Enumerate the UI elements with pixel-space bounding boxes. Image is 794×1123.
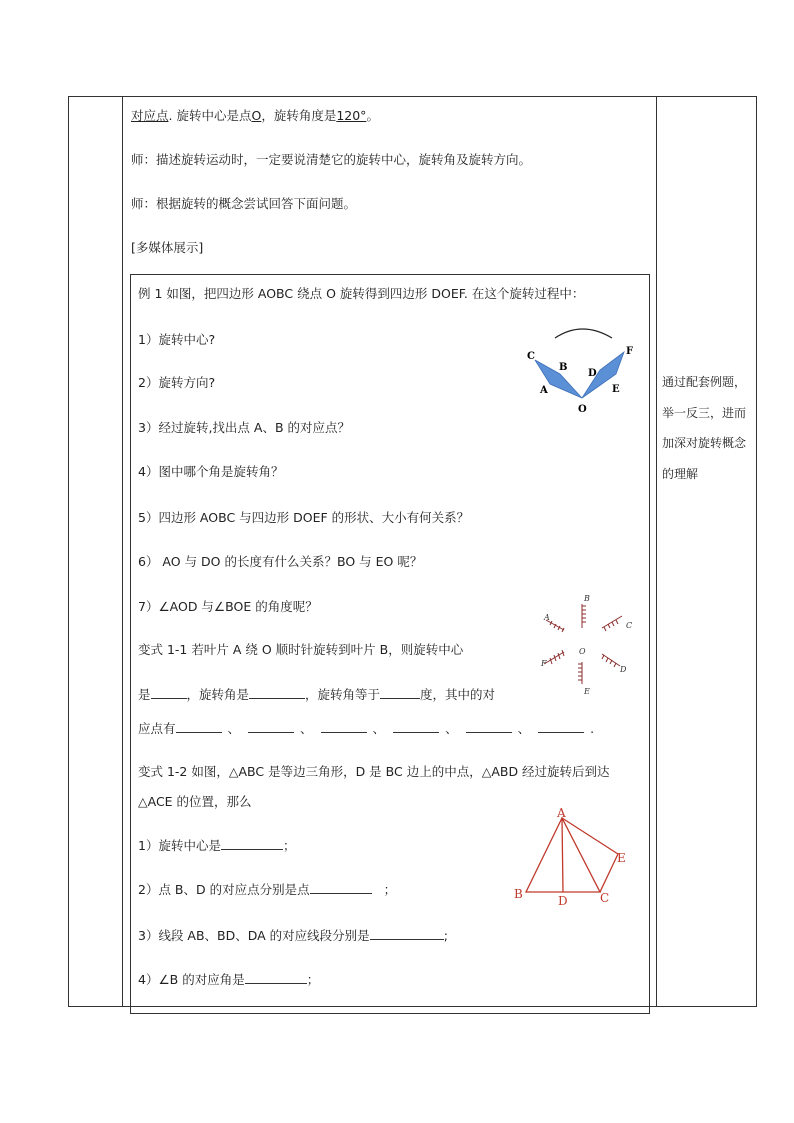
blade-label-f: F xyxy=(541,659,547,668)
blade-label-c: C xyxy=(626,621,633,630)
q2-end: ； xyxy=(383,882,397,897)
variant-2-q2 xyxy=(138,880,396,898)
blank-q2 xyxy=(310,881,372,894)
blade-figure xyxy=(538,592,638,696)
blade-label-d: D xyxy=(620,665,627,674)
segment-ae xyxy=(562,818,618,854)
rotation-quadrilateral-figure xyxy=(520,322,640,422)
column-divider-left xyxy=(122,97,123,1006)
question-3: 3）经过旋转,找出点 A、B 的对应点？ xyxy=(138,420,351,435)
sep-4: 、 xyxy=(445,721,458,736)
blade-label-b: B xyxy=(584,594,590,603)
label-d: D xyxy=(588,368,597,379)
blank-degree xyxy=(380,686,420,699)
blank-q1 xyxy=(221,837,283,850)
blank-q4 xyxy=(245,971,307,984)
tri-label-d: D xyxy=(558,894,568,908)
text-degree: 度，其中的对 xyxy=(420,687,496,702)
answer-line xyxy=(131,106,379,124)
text-equals: ，旋转角等于 xyxy=(305,687,381,702)
blank-angle xyxy=(249,686,305,699)
label-b: B xyxy=(559,362,568,373)
q1-text: 1）旋转中心是 xyxy=(138,838,221,853)
note-line-4: 的理解 xyxy=(662,467,699,481)
tri-label-b: B xyxy=(514,887,523,901)
label-c: C xyxy=(527,351,535,362)
q4-text: 4）∠B 的对应角是 xyxy=(138,972,245,987)
angle-answer: 120° xyxy=(336,108,367,123)
question-1: 1）旋转中心? xyxy=(138,332,216,347)
q2-text: 2）点 B、D 的对应点分别是点 xyxy=(138,882,310,897)
tri-label-c: C xyxy=(600,891,610,905)
blades xyxy=(544,604,622,684)
center-text: . 旋转中心是点 xyxy=(168,108,252,123)
blade-label-e: E xyxy=(584,687,590,696)
tri-label-e: E xyxy=(617,851,626,865)
blank-pair-6 xyxy=(538,720,584,733)
variant-2-q1 xyxy=(138,836,295,854)
tri-label-a: A xyxy=(557,808,566,820)
note-line-3: 加深对旋转概念 xyxy=(662,436,747,450)
blank-pair-2 xyxy=(248,720,294,733)
sep-3: 、 xyxy=(372,721,386,736)
note-line-2: 举一反三，进而 xyxy=(662,406,747,420)
text-points: 应点有 xyxy=(138,721,176,736)
question-2: 2）旋转方向? xyxy=(138,375,216,390)
question-4: 4）图中哪个角是旋转角？ xyxy=(138,464,284,479)
variant-1-line-3 xyxy=(138,719,594,737)
variant-2-q4 xyxy=(138,970,319,988)
blank-q3 xyxy=(370,927,444,940)
note-line-1: 通过配套例题， xyxy=(662,375,747,389)
blade-label-o: O xyxy=(579,647,586,656)
center-point-answer: O xyxy=(251,108,262,123)
sep-1: 、 xyxy=(227,721,241,736)
blank-pair-5 xyxy=(466,720,512,733)
angle-text: ，旋转角度是 xyxy=(261,108,337,123)
q3-text: 3）线段 AB、BD、DA 的对应线段分别是 xyxy=(138,928,370,943)
q4-end: ； xyxy=(306,972,320,987)
example-title: 例 1 如图，把四边形 AOBC 绕点 O 旋转得到四边形 DOEF. 在这个旋转过程中： xyxy=(138,286,585,301)
blank-pair-1 xyxy=(176,720,222,733)
segment-ec xyxy=(600,854,618,892)
variant-2-q3 xyxy=(138,926,448,944)
variant-2-line-2: △ACE 的位置，那么 xyxy=(138,794,252,809)
question-7: 7）∠AOD 与∠BOE 的角度呢？ xyxy=(138,599,318,614)
sep-2: 、 xyxy=(300,721,313,736)
triangle-figure xyxy=(508,808,634,908)
variant-1-line-2 xyxy=(138,685,495,703)
text-angle: ，旋转角是 xyxy=(186,687,250,702)
blank-pair-4 xyxy=(393,720,439,733)
blank-center xyxy=(151,686,187,699)
label-o: O xyxy=(578,404,587,415)
corresponding-points-text: 对应点 xyxy=(131,108,169,123)
text-shi: 是 xyxy=(138,687,151,702)
variant-1-line-1: 变式 1-1 若叶片 A 绕 O 顺时针旋转到叶片 B，则旋转中心 xyxy=(138,642,464,657)
period: 。 xyxy=(366,108,379,123)
end-period: . xyxy=(590,721,595,736)
variant-2-line-1: 变式 1-2 如图，△ABC 是等边三角形，D 是 BC 边上的中点，△ABD 经过旋转后到达 xyxy=(138,764,610,779)
sep-5: 、 xyxy=(517,721,531,736)
segment-ad xyxy=(562,818,563,892)
blank-pair-3 xyxy=(321,720,367,733)
column-divider-right xyxy=(656,97,657,1006)
label-f: F xyxy=(626,346,634,357)
teacher-line-2: 师：根据旋转的概念尝试回答下面问题。 xyxy=(131,196,357,211)
label-a: A xyxy=(540,385,548,396)
q1-end: ； xyxy=(282,838,296,853)
multimedia-label: [多媒体展示] xyxy=(131,240,204,255)
blade-label-a: A xyxy=(544,613,550,622)
rotation-arc xyxy=(555,329,612,338)
teacher-line-1: 师：描述旋转运动时，一定要说清楚它的旋转中心，旋转角及旋转方向。 xyxy=(131,152,532,167)
q3-end: ; xyxy=(443,928,448,943)
question-5: 5）四边形 AOBC 与四边形 DOEF 的形状、大小有何关系？ xyxy=(138,510,470,525)
question-6: 6） AO 与 DO 的长度有什么关系？BO 与 EO 呢？ xyxy=(138,554,423,569)
label-e: E xyxy=(612,384,620,395)
